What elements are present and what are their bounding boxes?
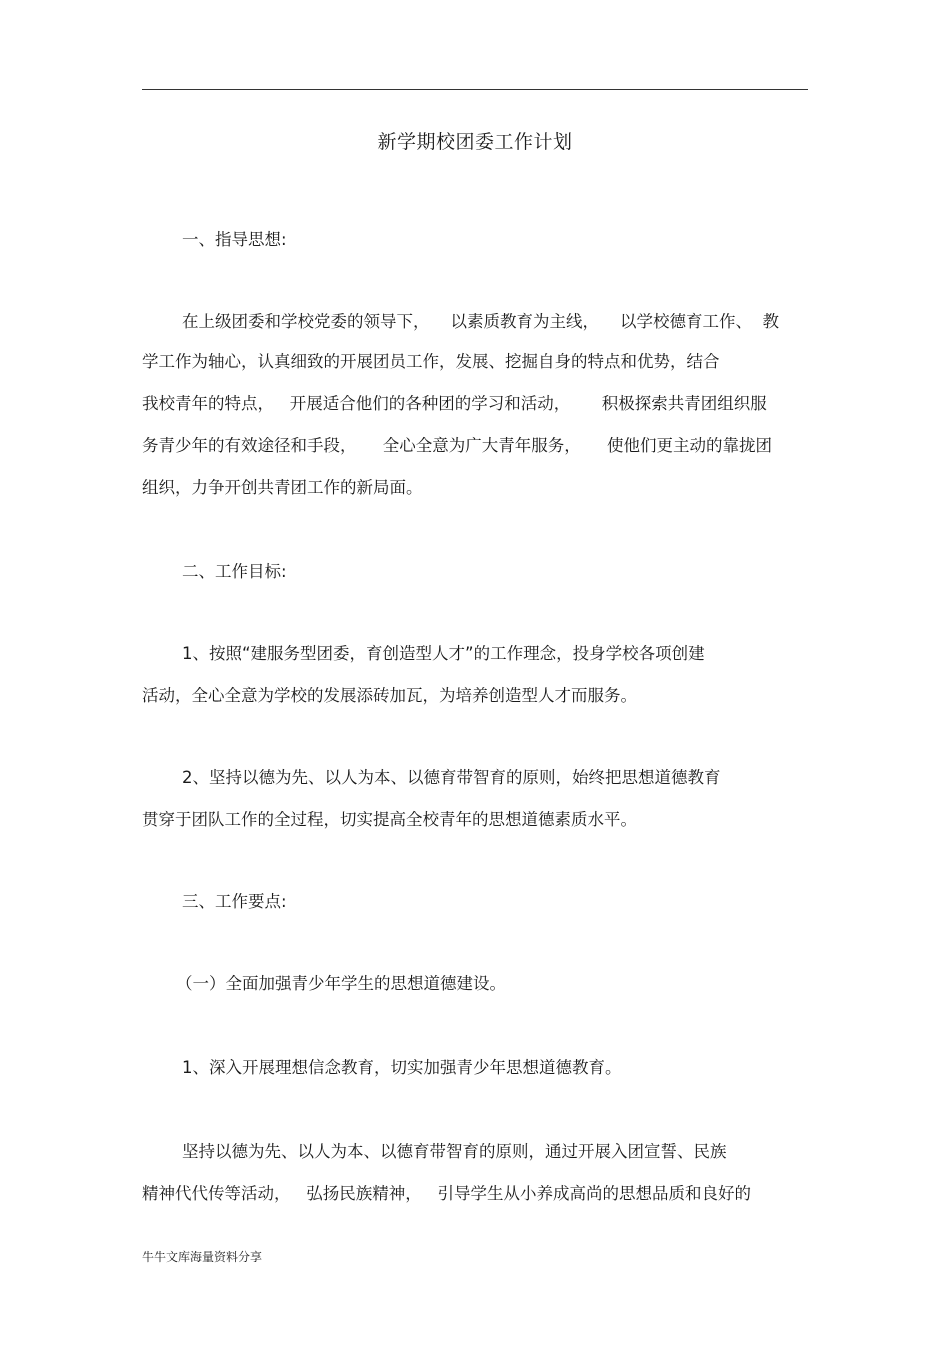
paragraph-line: 学工作为轴心，认真细致的开展团员工作，发展、挖掘自身的特点和优势，结合 — [142, 352, 720, 371]
goal-item-2-continued: 贯穿于团队工作的全过程，切实提高全校青年的思想道德素质水平。 — [142, 810, 637, 829]
section-heading-guiding-ideology: 一、指导思想: — [182, 230, 287, 249]
document-title: 新学期校团委工作计划 — [377, 131, 573, 153]
paragraph-line: 在上级团委和学校党委的领导下， 以素质教育为主线， 以学校德育工作、 教 — [182, 312, 779, 331]
goal-item-2: 2、坚持以德为先、以人为本、以德育带智育的原则，始终把思想道德教育 — [182, 768, 721, 787]
page-footer: 牛牛文库海量资料分享 — [142, 1250, 263, 1264]
paragraph-line: 组织，力争开创共青团工作的新局面。 — [142, 478, 423, 497]
goal-item-1-continued: 活动，全心全意为学校的发展添砖加瓦，为培养创造型人才而服务。 — [142, 686, 637, 705]
paragraph-line: 精神代代传等活动， 弘扬民族精神， 引导学生从小养成高尚的思想品质和良好的 — [142, 1184, 751, 1203]
header-rule — [142, 89, 808, 90]
paragraph-line: 坚持以德为先、以人为本、以德育带智育的原则，通过开展入团宣誓、民族 — [182, 1142, 727, 1161]
section-heading-work-goals: 二、工作目标: — [182, 562, 287, 581]
section-heading-work-points: 三、工作要点: — [182, 892, 287, 911]
point-item-1: 1、深入开展理想信念教育，切实加强青少年思想道德教育。 — [182, 1058, 622, 1077]
subsection-heading: （一）全面加强青少年学生的思想道德建设。 — [176, 974, 506, 993]
paragraph-line: 务青少年的有效途径和手段， 全心全意为广大青年服务， 使他们更主动的靠拢团 — [142, 436, 772, 455]
paragraph-line: 我校青年的特点， 开展适合他们的各种团的学习和活动， 积极探索共青团组织服 — [142, 394, 767, 413]
goal-item-1: 1、按照“建服务型团委，育创造型人才”的工作理念，投身学校各项创建 — [182, 644, 705, 663]
